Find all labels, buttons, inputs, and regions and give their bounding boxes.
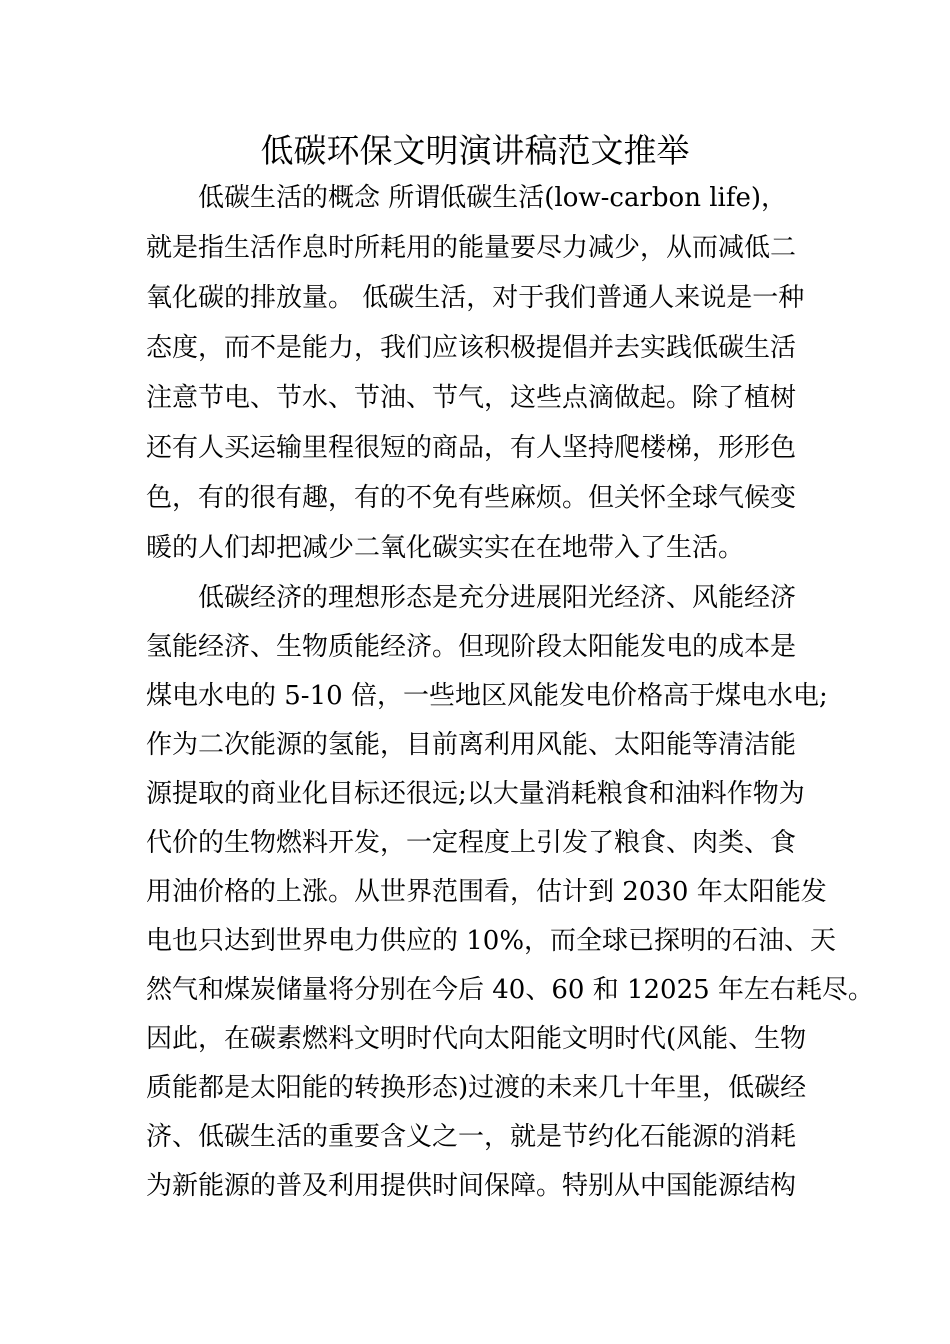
paragraph-2-line-3: 煤电水电的 5-10 倍，一些地区风能发电价格高于煤电水电; [146, 681, 828, 711]
paragraph-1-line-8: 暖的人们却把减少二氧化碳实实在在地带入了生活。 [146, 533, 745, 563]
paragraph-1-line-3: 氧化碳的排放量。 低碳生活，对于我们普通人来说是一种 [146, 283, 805, 313]
paragraph-2-line-1: 低碳经济的理想形态是充分进展阳光经济、风能经济 [198, 583, 797, 613]
paragraph-2-line-13: 为新能源的普及利用提供时间保障。特别从中国能源结构 [146, 1171, 797, 1201]
paragraph-1-line-2: 就是指生活作息时所耗用的能量要尽力减少，从而减低二 [146, 233, 797, 263]
paragraph-1-line-4: 态度，而不是能力，我们应该积极提倡并去实践低碳生活 [146, 333, 797, 363]
document-title: 低碳环保文明演讲稿范文推举 [260, 131, 690, 170]
paragraph-2-line-11: 质能都是太阳能的转换形态)过渡的未来几十年里，低碳经 [146, 1073, 807, 1103]
paragraph-2-line-7: 用油价格的上涨。从世界范围看，估计到 2030 年太阳能发 [146, 877, 827, 907]
paragraph-1-line-5: 注意节电、节水、节油、节气，这些点滴做起。除了植树 [146, 383, 797, 413]
paragraph-2-line-10: 因此，在碳素燃料文明时代向太阳能文明时代(风能、生物 [146, 1024, 807, 1054]
paragraph-1-line-6: 还有人买运输里程很短的商品，有人坚持爬楼梯，形形色 [146, 433, 797, 463]
paragraph-1-line-7: 色，有的很有趣，有的不免有些麻烦。但关怀全球气候变 [146, 483, 797, 513]
paragraph-2-line-5: 源提取的商业化目标还很远;以大量消耗粮食和油料作物为 [146, 779, 805, 809]
paragraph-2-line-4: 作为二次能源的氢能，目前离利用风能、太阳能等清洁能 [146, 730, 797, 760]
paragraph-2-line-9: 然气和煤炭储量将分别在今后 40、60 和 12025 年左右耗尽。 [146, 975, 874, 1005]
paragraph-1-line-1: 低碳生活的概念 所谓低碳生活(low-carbon life)， [198, 183, 787, 213]
paragraph-2-line-8: 电也只达到世界电力供应的 10%，而全球已探明的石油、天 [146, 926, 837, 956]
paragraph-2-line-6: 代价的生物燃料开发，一定程度上引发了粮食、肉类、食 [146, 828, 797, 858]
paragraph-2-line-2: 氢能经济、生物质能经济。但现阶段太阳能发电的成本是 [146, 632, 797, 662]
paragraph-2-line-12: 济、低碳生活的重要含义之一，就是节约化石能源的消耗 [146, 1122, 797, 1152]
